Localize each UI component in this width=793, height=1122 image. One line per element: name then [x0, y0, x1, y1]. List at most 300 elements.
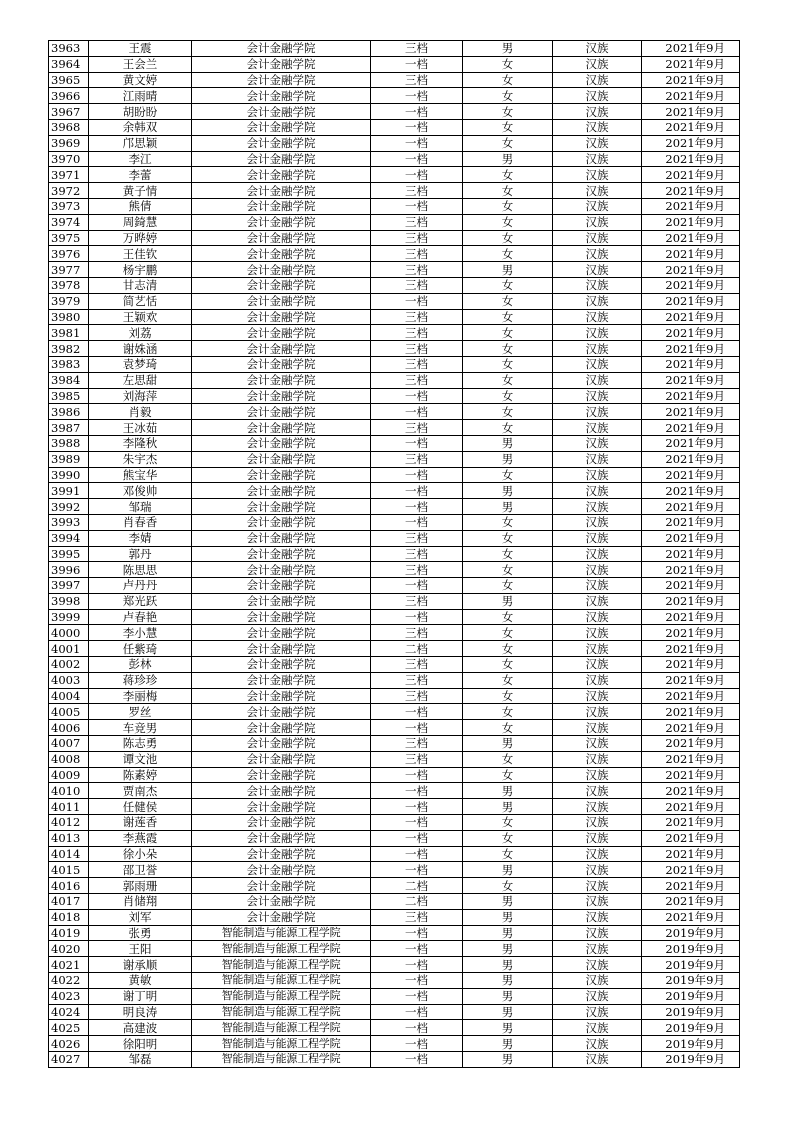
- cell-enrolled: 2021年9月: [642, 830, 740, 846]
- cell-ethnicity: 汉族: [553, 41, 642, 57]
- table-row: [49, 72, 740, 88]
- cell-college: 智能制造与能源工程学院: [192, 1020, 371, 1036]
- cell-enrolled: 2021年9月: [642, 183, 740, 199]
- cell-gender: 女: [463, 104, 553, 120]
- cell-college: 会计金融学院: [192, 420, 371, 436]
- cell-id: 3976: [49, 246, 89, 262]
- cell-college: 会计金融学院: [192, 499, 371, 515]
- cell-ethnicity: 汉族: [553, 546, 642, 562]
- cell-enrolled: 2021年9月: [642, 135, 740, 151]
- cell-college: 会计金融学院: [192, 119, 371, 135]
- table-row: [49, 467, 740, 483]
- table-row: [49, 751, 740, 767]
- cell-college: 会计金融学院: [192, 341, 371, 357]
- table-row: [49, 846, 740, 862]
- cell-enrolled: 2021年9月: [642, 530, 740, 546]
- cell-gender: 女: [463, 609, 553, 625]
- cell-grade: 一档: [371, 388, 463, 404]
- cell-college: 会计金融学院: [192, 846, 371, 862]
- cell-enrolled: 2021年9月: [642, 720, 740, 736]
- cell-gender: 女: [463, 720, 553, 736]
- cell-grade: 二档: [371, 894, 463, 910]
- cell-enrolled: 2021年9月: [642, 451, 740, 467]
- cell-college: 会计金融学院: [192, 815, 371, 831]
- cell-college: 会计金融学院: [192, 325, 371, 341]
- cell-id: 4006: [49, 720, 89, 736]
- table-row: [49, 1020, 740, 1036]
- table-row: [49, 767, 740, 783]
- cell-name: 李小慧: [89, 625, 192, 641]
- table-row: [49, 578, 740, 594]
- cell-ethnicity: 汉族: [553, 293, 642, 309]
- cell-gender: 女: [463, 277, 553, 293]
- cell-college: 会计金融学院: [192, 183, 371, 199]
- cell-enrolled: 2019年9月: [642, 1004, 740, 1020]
- cell-grade: 一档: [371, 119, 463, 135]
- table-row: [49, 672, 740, 688]
- cell-college: 会计金融学院: [192, 277, 371, 293]
- cell-ethnicity: 汉族: [553, 830, 642, 846]
- cell-gender: 女: [463, 135, 553, 151]
- cell-gender: 男: [463, 435, 553, 451]
- cell-ethnicity: 汉族: [553, 104, 642, 120]
- table-row: [49, 88, 740, 104]
- cell-grade: 一档: [371, 783, 463, 799]
- cell-enrolled: 2019年9月: [642, 973, 740, 989]
- table-row: [49, 830, 740, 846]
- cell-id: 3972: [49, 183, 89, 199]
- cell-id: 4005: [49, 704, 89, 720]
- cell-college: 会计金融学院: [192, 451, 371, 467]
- cell-gender: 女: [463, 467, 553, 483]
- cell-ethnicity: 汉族: [553, 736, 642, 752]
- cell-grade: 一档: [371, 767, 463, 783]
- cell-gender: 男: [463, 499, 553, 515]
- cell-ethnicity: 汉族: [553, 499, 642, 515]
- cell-college: 会计金融学院: [192, 88, 371, 104]
- cell-college: 会计金融学院: [192, 720, 371, 736]
- cell-college: 会计金融学院: [192, 593, 371, 609]
- cell-name: 明良涛: [89, 1004, 192, 1020]
- cell-college: 会计金融学院: [192, 562, 371, 578]
- cell-gender: 男: [463, 262, 553, 278]
- cell-grade: 三档: [371, 530, 463, 546]
- cell-id: 3988: [49, 435, 89, 451]
- cell-gender: 女: [463, 562, 553, 578]
- table-row: [49, 783, 740, 799]
- cell-grade: 一档: [371, 404, 463, 420]
- cell-name: 刘军: [89, 909, 192, 925]
- cell-college: 会计金融学院: [192, 736, 371, 752]
- cell-college: 会计金融学院: [192, 435, 371, 451]
- cell-name: 卢春艳: [89, 609, 192, 625]
- cell-grade: 一档: [371, 104, 463, 120]
- cell-gender: 女: [463, 198, 553, 214]
- cell-name: 万晔婷: [89, 230, 192, 246]
- cell-id: 4026: [49, 1036, 89, 1052]
- cell-college: 会计金融学院: [192, 704, 371, 720]
- cell-college: 会计金融学院: [192, 56, 371, 72]
- cell-ethnicity: 汉族: [553, 799, 642, 815]
- cell-id: 3986: [49, 404, 89, 420]
- cell-ethnicity: 汉族: [553, 341, 642, 357]
- cell-grade: 一档: [371, 720, 463, 736]
- cell-college: 会计金融学院: [192, 388, 371, 404]
- table-row: [49, 941, 740, 957]
- cell-ethnicity: 汉族: [553, 198, 642, 214]
- cell-id: 4015: [49, 862, 89, 878]
- table-row: [49, 135, 740, 151]
- cell-id: 3969: [49, 135, 89, 151]
- cell-grade: 三档: [371, 420, 463, 436]
- cell-enrolled: 2021年9月: [642, 404, 740, 420]
- cell-ethnicity: 汉族: [553, 815, 642, 831]
- cell-enrolled: 2021年9月: [642, 688, 740, 704]
- cell-gender: 男: [463, 862, 553, 878]
- cell-enrolled: 2021年9月: [642, 483, 740, 499]
- cell-college: 会计金融学院: [192, 230, 371, 246]
- cell-id: 3987: [49, 420, 89, 436]
- cell-enrolled: 2021年9月: [642, 799, 740, 815]
- cell-name: 罗丝: [89, 704, 192, 720]
- cell-college: 会计金融学院: [192, 609, 371, 625]
- cell-grade: 三档: [371, 341, 463, 357]
- cell-gender: 男: [463, 451, 553, 467]
- cell-id: 4012: [49, 815, 89, 831]
- cell-gender: 女: [463, 657, 553, 673]
- cell-id: 3985: [49, 388, 89, 404]
- cell-ethnicity: 汉族: [553, 783, 642, 799]
- cell-college: 会计金融学院: [192, 657, 371, 673]
- cell-ethnicity: 汉族: [553, 973, 642, 989]
- cell-college: 会计金融学院: [192, 688, 371, 704]
- cell-enrolled: 2021年9月: [642, 751, 740, 767]
- cell-id: 4018: [49, 909, 89, 925]
- cell-grade: 一档: [371, 293, 463, 309]
- cell-name: 简艺恬: [89, 293, 192, 309]
- cell-ethnicity: 汉族: [553, 451, 642, 467]
- cell-ethnicity: 汉族: [553, 467, 642, 483]
- cell-grade: 一档: [371, 941, 463, 957]
- cell-grade: 一档: [371, 799, 463, 815]
- cell-name: 胡盼盼: [89, 104, 192, 120]
- cell-college: 会计金融学院: [192, 167, 371, 183]
- cell-gender: 女: [463, 388, 553, 404]
- cell-college: 会计金融学院: [192, 72, 371, 88]
- cell-college: 会计金融学院: [192, 404, 371, 420]
- table-row: [49, 704, 740, 720]
- cell-name: 陈思思: [89, 562, 192, 578]
- cell-id: 3991: [49, 483, 89, 499]
- cell-gender: 女: [463, 767, 553, 783]
- cell-ethnicity: 汉族: [553, 941, 642, 957]
- cell-gender: 男: [463, 894, 553, 910]
- cell-id: 3997: [49, 578, 89, 594]
- cell-name: 刘荔: [89, 325, 192, 341]
- cell-ethnicity: 汉族: [553, 1052, 642, 1068]
- cell-enrolled: 2021年9月: [642, 641, 740, 657]
- cell-enrolled: 2021年9月: [642, 846, 740, 862]
- cell-ethnicity: 汉族: [553, 957, 642, 973]
- cell-enrolled: 2021年9月: [642, 657, 740, 673]
- cell-name: 袁梦琦: [89, 356, 192, 372]
- cell-id: 4023: [49, 988, 89, 1004]
- cell-id: 3999: [49, 609, 89, 625]
- cell-college: 会计金融学院: [192, 483, 371, 499]
- cell-ethnicity: 汉族: [553, 230, 642, 246]
- cell-grade: 三档: [371, 183, 463, 199]
- cell-name: 卢丹丹: [89, 578, 192, 594]
- table-row: [49, 104, 740, 120]
- cell-name: 陈志勇: [89, 736, 192, 752]
- cell-ethnicity: 汉族: [553, 751, 642, 767]
- cell-id: 4027: [49, 1052, 89, 1068]
- cell-name: 邓俊帅: [89, 483, 192, 499]
- table-row: [49, 372, 740, 388]
- cell-gender: 男: [463, 957, 553, 973]
- cell-ethnicity: 汉族: [553, 183, 642, 199]
- cell-college: 会计金融学院: [192, 151, 371, 167]
- table-row: [49, 341, 740, 357]
- cell-ethnicity: 汉族: [553, 420, 642, 436]
- cell-grade: 三档: [371, 546, 463, 562]
- cell-grade: 一档: [371, 609, 463, 625]
- cell-college: 智能制造与能源工程学院: [192, 941, 371, 957]
- cell-gender: 男: [463, 736, 553, 752]
- cell-gender: 女: [463, 246, 553, 262]
- cell-grade: 三档: [371, 625, 463, 641]
- cell-ethnicity: 汉族: [553, 325, 642, 341]
- cell-ethnicity: 汉族: [553, 72, 642, 88]
- table-row: [49, 41, 740, 57]
- cell-ethnicity: 汉族: [553, 909, 642, 925]
- cell-grade: 一档: [371, 483, 463, 499]
- cell-gender: 男: [463, 1052, 553, 1068]
- cell-gender: 女: [463, 293, 553, 309]
- cell-name: 高建波: [89, 1020, 192, 1036]
- cell-name: 李丽梅: [89, 688, 192, 704]
- cell-ethnicity: 汉族: [553, 404, 642, 420]
- cell-grade: 二档: [371, 641, 463, 657]
- cell-college: 会计金融学院: [192, 356, 371, 372]
- cell-gender: 男: [463, 988, 553, 1004]
- cell-grade: 一档: [371, 499, 463, 515]
- cell-gender: 男: [463, 1036, 553, 1052]
- table-row: [49, 909, 740, 925]
- cell-id: 4008: [49, 751, 89, 767]
- cell-grade: 一档: [371, 957, 463, 973]
- cell-gender: 男: [463, 941, 553, 957]
- cell-id: 3994: [49, 530, 89, 546]
- cell-enrolled: 2021年9月: [642, 277, 740, 293]
- cell-grade: 三档: [371, 72, 463, 88]
- table-row: [49, 293, 740, 309]
- cell-gender: 女: [463, 309, 553, 325]
- cell-gender: 女: [463, 546, 553, 562]
- cell-id: 3973: [49, 198, 89, 214]
- table-row: [49, 657, 740, 673]
- cell-name: 李蕾: [89, 167, 192, 183]
- cell-enrolled: 2021年9月: [642, 625, 740, 641]
- cell-enrolled: 2021年9月: [642, 388, 740, 404]
- cell-college: 会计金融学院: [192, 293, 371, 309]
- cell-grade: 三档: [371, 657, 463, 673]
- cell-name: 李隆秋: [89, 435, 192, 451]
- cell-name: 王颖欢: [89, 309, 192, 325]
- cell-gender: 女: [463, 72, 553, 88]
- cell-name: 黄子情: [89, 183, 192, 199]
- table-row: [49, 435, 740, 451]
- cell-name: 蒋珍珍: [89, 672, 192, 688]
- cell-college: 会计金融学院: [192, 767, 371, 783]
- cell-college: 会计金融学院: [192, 894, 371, 910]
- cell-ethnicity: 汉族: [553, 625, 642, 641]
- cell-name: 谢丁明: [89, 988, 192, 1004]
- cell-gender: 男: [463, 41, 553, 57]
- cell-name: 任紫琦: [89, 641, 192, 657]
- cell-name: 黄敏: [89, 973, 192, 989]
- cell-gender: 女: [463, 404, 553, 420]
- cell-college: 智能制造与能源工程学院: [192, 988, 371, 1004]
- cell-grade: 三档: [371, 325, 463, 341]
- cell-enrolled: 2021年9月: [642, 341, 740, 357]
- cell-id: 4001: [49, 641, 89, 657]
- cell-ethnicity: 汉族: [553, 388, 642, 404]
- cell-id: 3970: [49, 151, 89, 167]
- cell-college: 会计金融学院: [192, 799, 371, 815]
- cell-grade: 三档: [371, 277, 463, 293]
- cell-ethnicity: 汉族: [553, 862, 642, 878]
- cell-id: 3963: [49, 41, 89, 57]
- cell-gender: 男: [463, 593, 553, 609]
- cell-id: 4017: [49, 894, 89, 910]
- cell-grade: 一档: [371, 167, 463, 183]
- table-row: [49, 988, 740, 1004]
- cell-id: 4010: [49, 783, 89, 799]
- table-row: [49, 325, 740, 341]
- cell-enrolled: 2021年9月: [642, 198, 740, 214]
- cell-grade: 一档: [371, 135, 463, 151]
- cell-grade: 三档: [371, 214, 463, 230]
- cell-gender: 女: [463, 830, 553, 846]
- cell-enrolled: 2021年9月: [642, 767, 740, 783]
- cell-enrolled: 2021年9月: [642, 435, 740, 451]
- cell-ethnicity: 汉族: [553, 704, 642, 720]
- cell-enrolled: 2021年9月: [642, 894, 740, 910]
- cell-college: 会计金融学院: [192, 372, 371, 388]
- cell-ethnicity: 汉族: [553, 56, 642, 72]
- cell-id: 3978: [49, 277, 89, 293]
- cell-name: 郭丹: [89, 546, 192, 562]
- cell-enrolled: 2021年9月: [642, 119, 740, 135]
- cell-gender: 女: [463, 625, 553, 641]
- cell-ethnicity: 汉族: [553, 641, 642, 657]
- cell-grade: 一档: [371, 56, 463, 72]
- table-row: [49, 56, 740, 72]
- table-row: [49, 688, 740, 704]
- cell-college: 会计金融学院: [192, 530, 371, 546]
- cell-name: 杨宇鹏: [89, 262, 192, 278]
- cell-id: 4014: [49, 846, 89, 862]
- cell-id: 4000: [49, 625, 89, 641]
- cell-enrolled: 2019年9月: [642, 1036, 740, 1052]
- cell-grade: 三档: [371, 372, 463, 388]
- cell-grade: 三档: [371, 41, 463, 57]
- cell-gender: 男: [463, 909, 553, 925]
- cell-ethnicity: 汉族: [553, 246, 642, 262]
- cell-college: 会计金融学院: [192, 751, 371, 767]
- cell-college: 会计金融学院: [192, 246, 371, 262]
- cell-name: 谢承顺: [89, 957, 192, 973]
- table-body: [49, 41, 740, 1068]
- table-row: [49, 262, 740, 278]
- cell-ethnicity: 汉族: [553, 262, 642, 278]
- cell-enrolled: 2021年9月: [642, 609, 740, 625]
- cell-gender: 女: [463, 230, 553, 246]
- cell-gender: 女: [463, 56, 553, 72]
- cell-ethnicity: 汉族: [553, 688, 642, 704]
- cell-name: 王冰茹: [89, 420, 192, 436]
- cell-ethnicity: 汉族: [553, 878, 642, 894]
- cell-enrolled: 2019年9月: [642, 1020, 740, 1036]
- table-row: [49, 799, 740, 815]
- cell-college: 会计金融学院: [192, 830, 371, 846]
- cell-id: 3982: [49, 341, 89, 357]
- cell-gender: 女: [463, 704, 553, 720]
- cell-enrolled: 2021年9月: [642, 293, 740, 309]
- student-table: [48, 40, 740, 1068]
- cell-ethnicity: 汉族: [553, 88, 642, 104]
- cell-college: 智能制造与能源工程学院: [192, 1052, 371, 1068]
- table-row: [49, 277, 740, 293]
- cell-id: 3989: [49, 451, 89, 467]
- cell-college: 智能制造与能源工程学院: [192, 1004, 371, 1020]
- cell-enrolled: 2021年9月: [642, 230, 740, 246]
- cell-name: 邹瑞: [89, 499, 192, 515]
- table-row: [49, 925, 740, 941]
- cell-college: 会计金融学院: [192, 309, 371, 325]
- cell-enrolled: 2019年9月: [642, 957, 740, 973]
- table-row: [49, 625, 740, 641]
- cell-enrolled: 2021年9月: [642, 862, 740, 878]
- cell-college: 会计金融学院: [192, 625, 371, 641]
- cell-ethnicity: 汉族: [553, 657, 642, 673]
- cell-grade: 三档: [371, 451, 463, 467]
- table-row: [49, 720, 740, 736]
- cell-ethnicity: 汉族: [553, 894, 642, 910]
- table-row: [49, 198, 740, 214]
- cell-grade: 一档: [371, 151, 463, 167]
- cell-gender: 女: [463, 420, 553, 436]
- cell-ethnicity: 汉族: [553, 720, 642, 736]
- cell-id: 4020: [49, 941, 89, 957]
- cell-name: 朱宇杰: [89, 451, 192, 467]
- cell-name: 谢姝涵: [89, 341, 192, 357]
- table-row: [49, 167, 740, 183]
- cell-college: 智能制造与能源工程学院: [192, 957, 371, 973]
- cell-grade: 一档: [371, 815, 463, 831]
- table-row: [49, 230, 740, 246]
- cell-name: 黄文婷: [89, 72, 192, 88]
- cell-grade: 三档: [371, 672, 463, 688]
- table-row: [49, 514, 740, 530]
- cell-name: 谭文池: [89, 751, 192, 767]
- cell-id: 3981: [49, 325, 89, 341]
- table-row: [49, 957, 740, 973]
- table-row: [49, 420, 740, 436]
- cell-id: 4011: [49, 799, 89, 815]
- cell-enrolled: 2021年9月: [642, 704, 740, 720]
